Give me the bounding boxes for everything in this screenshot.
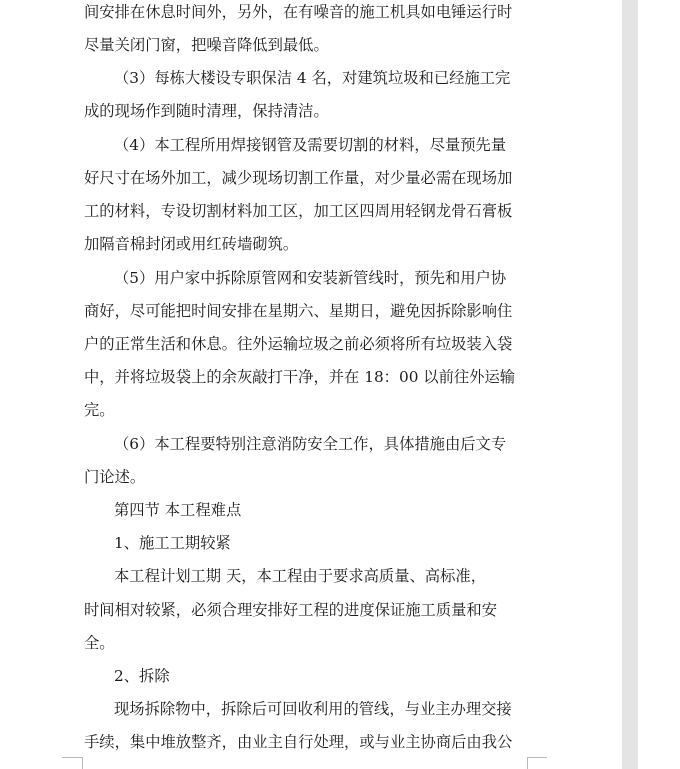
crop-mark-right-vertical: [527, 757, 528, 769]
paragraph-line: 本工程计划工期 天，本工程由于要求高质量、高标准，: [114, 567, 486, 585]
paragraph-line: 尽量关闭门窗，把噪音降低到最低。: [84, 36, 329, 54]
paragraph-line: 加隔音棉封闭或用红砖墙砌筑。: [84, 235, 299, 253]
paragraph-line: 现场拆除物中，拆除后可回收利用的管线，与业主办理交接: [114, 700, 512, 718]
paragraph-line: （6）本工程要特别注意消防安全工作，具体措施由后文专: [114, 435, 507, 453]
crop-mark-right-horizontal: [527, 757, 547, 758]
paragraph-line: 户的正常生活和休息。往外运输垃圾之前必须将所有垃圾装入袋: [84, 335, 513, 353]
section-heading: 第四节 本工程难点: [114, 501, 242, 519]
paragraph-line: 完。: [84, 401, 115, 419]
subsection-heading: 2、拆除: [114, 667, 170, 685]
paragraph-line: 时间相对较紧，必须合理安排好工程的进度保证施工质量和安: [84, 601, 498, 619]
paragraph-line: 间安排在休息时间外，另外，在有噪音的施工机具如电锤运行时: [84, 3, 513, 21]
paragraph-line: 商好，尽可能把时间安排在星期六、星期日，避免因拆除影响住: [84, 302, 513, 320]
crop-mark-left-vertical: [82, 757, 83, 769]
crop-mark-left-horizontal: [62, 757, 82, 758]
right-margin: [638, 0, 680, 769]
paragraph-line: 工的材料，专设切割材料加工区，加工区四周用轻钢龙骨石膏板: [84, 202, 513, 220]
paragraph-line: （3）每栋大楼设专职保洁 4 名，对建筑垃圾和已经施工完: [114, 69, 511, 87]
paragraph-line: （4）本工程所用焊接钢管及需要切割的材料，尽量预先量: [114, 136, 507, 154]
paragraph-line: 成的现场作到随时清理，保持清洁。: [84, 102, 329, 120]
page-gutter: [622, 0, 638, 769]
paragraph-line: （5）用户家中拆除原管网和安装新管线时，预先和用户协: [114, 269, 507, 287]
paragraph-line: 中，并将垃圾袋上的余灰敲打干净，并在 18：00 以前往外运输: [84, 368, 516, 386]
paragraph-line: 好尺寸在场外加工，减少现场切割工作量，对少量必需在现场加: [84, 169, 513, 187]
subsection-heading: 1、施工工期较紧: [114, 534, 231, 552]
paragraph-line: 全。: [84, 634, 115, 652]
paragraph-line: 手续，集中堆放整齐，由业主自行处理，或与业主协商后由我公: [84, 733, 513, 751]
paragraph-line: 门论述。: [84, 468, 146, 486]
